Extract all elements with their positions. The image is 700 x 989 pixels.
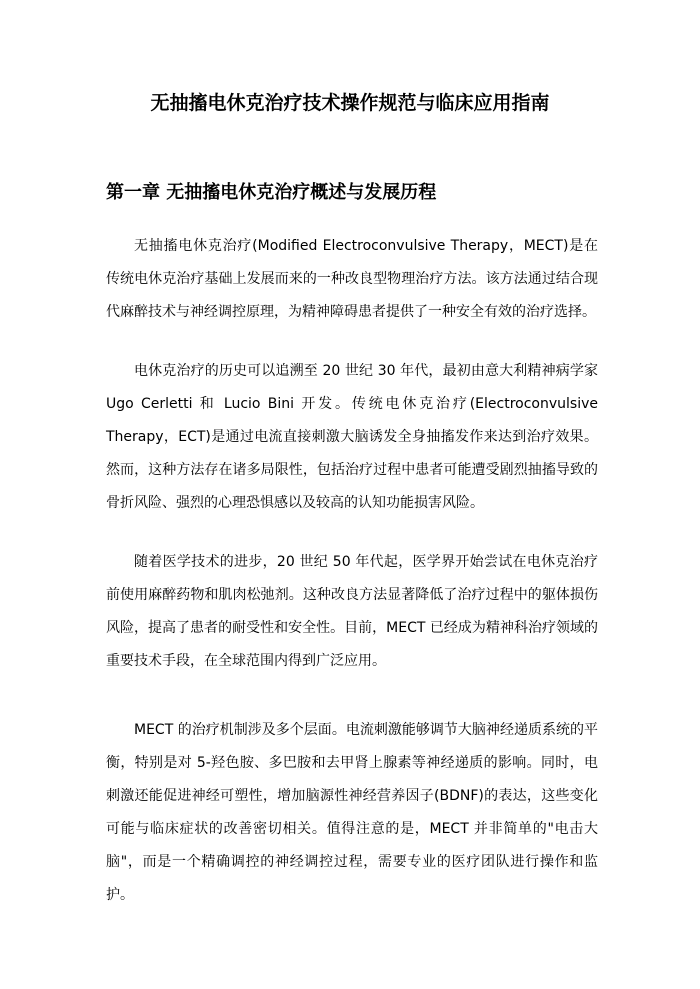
paragraph-history: 电休克治疗的历史可以追溯至 20 世纪 30 年代，最初由意大利精神病学家 Ugo Cerletti 和 Lucio Bini 开发。传统电休克治疗(Electroconvulsive Therapy，ECT)是通过电流直接刺激大脑诱发全身抽搐发作来达到治疗效果。然而，这种方法存在诸多局限性，包括治疗过程中患者可能遭受剧烈抽搐导致的骨折风险、强烈的心理恐惧感以及较高的认知功能损害风险。: [106, 363, 598, 511]
paragraph-mechanism: MECT 的治疗机制涉及多个层面。电流刺激能够调节大脑神经递质系统的平衡，特别是对 5-羟色胺、多巴胺和去甲肾上腺素等神经递质的影响。同时，电刺激还能促进神经可塑性，增加脑源性神经营养因子(BDNF)的表达，这些变化可能与临床症状的改善密切相关。值得注意的是，MECT 并非简单的"电击大脑"，而是一个精确调控的神经调控过程，需要专业的医疗团队进行操作和监护。: [106, 722, 598, 903]
paragraph-intro: 无抽搐电休克治疗(Modified Electroconvulsive Therapy，MECT)是在传统电休克治疗基础上发展而来的一种改良型物理治疗方法。该方法通过结合现代麻醉技术与神经调控原理，为精神障碍患者提供了一种安全有效的治疗选择。: [106, 238, 598, 320]
chapter-heading: 第一章 无抽搐电休克治疗概述与发展历程: [106, 182, 437, 203]
paragraph-development: 随着医学技术的进步，20 世纪 50 年代起，医学界开始尝试在电休克治疗前使用麻醉药物和肌肉松弛剂。这种改良方法显著降低了治疗过程中的躯体损伤风险，提高了患者的耐受性和安全性。目前，MECT 已经成为精神科治疗领域的重要技术手段，在全球范围内得到广泛应用。: [106, 554, 598, 669]
document-title: 无抽搐电休克治疗技术操作规范与临床应用指南: [150, 92, 550, 114]
